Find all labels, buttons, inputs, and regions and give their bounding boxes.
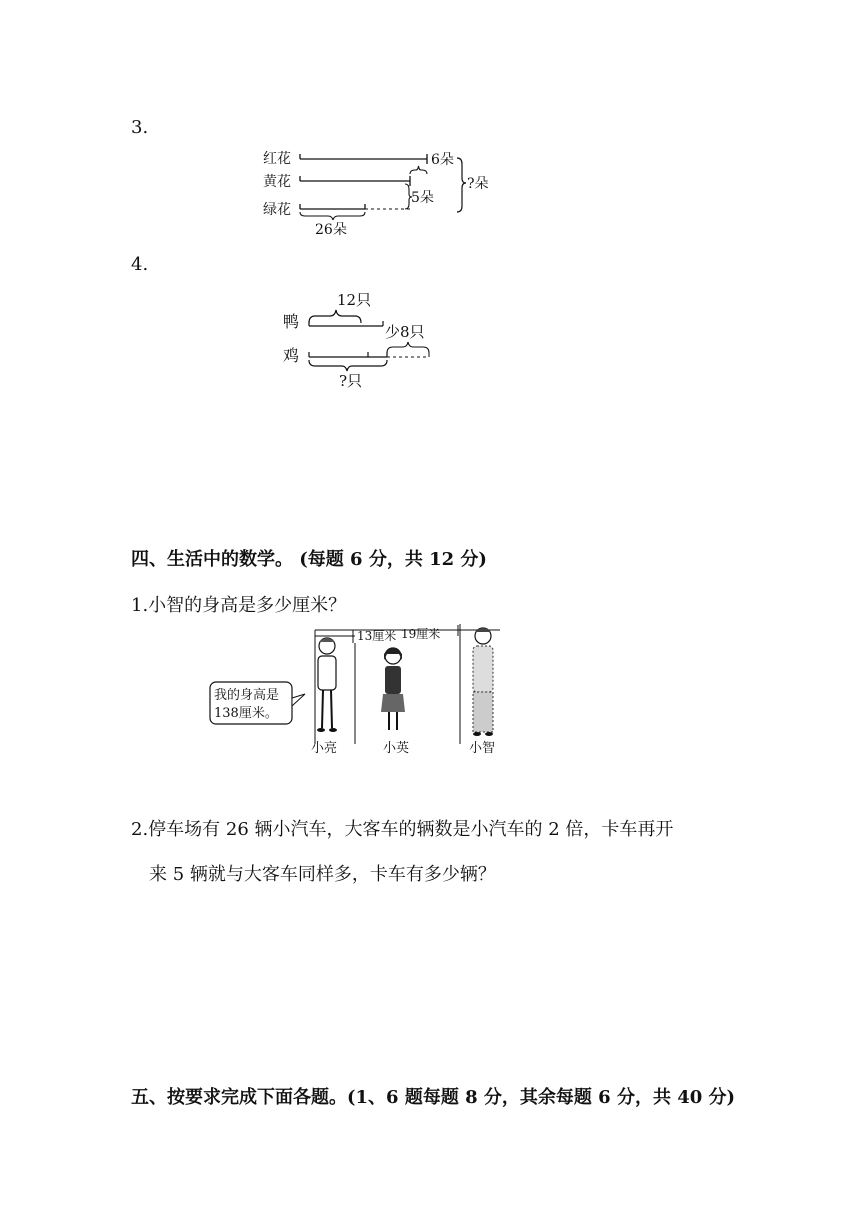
- label-duck: 鸭: [283, 312, 300, 331]
- height-comparison-figure: [205, 624, 505, 759]
- total-label: ?朵: [467, 176, 489, 192]
- diff2-label: 19厘米: [401, 627, 441, 641]
- base-label: 26朵: [315, 222, 347, 238]
- label-chicken: 鸡: [283, 346, 300, 365]
- girl-xiaoying-figure: [381, 648, 405, 730]
- less-label: 少8只: [385, 323, 425, 341]
- name-xiaozhi: 小智: [469, 741, 496, 756]
- diff-top-label: 6朵: [431, 152, 454, 168]
- less-brace: [387, 342, 429, 353]
- section4-q2-line2: 来 5 辆就与大客车同样多，卡车有多少辆？: [149, 864, 496, 885]
- section4-heading: 四、生活中的数学。 (每题 6 分，共 12 分): [131, 549, 487, 570]
- duck-brace: [309, 310, 361, 323]
- flower-line-diagram: [255, 140, 515, 240]
- label-green-flower: 绿花: [263, 202, 291, 218]
- section4-q1-text: 1.小智的身高是多少厘米？: [131, 595, 347, 616]
- bubble-line2: 138厘米。: [214, 706, 278, 721]
- question-number-3: 3.: [131, 117, 149, 138]
- section4-q2-line1: 2.停车场有 26 辆小汽车，大客车的辆数是小汽车的 2 倍，卡车再开: [131, 819, 674, 840]
- label-red-flower: 红花: [263, 151, 291, 167]
- total-brace: [457, 158, 466, 212]
- section5-heading: 五、按要求完成下面各题。(1、6 题每题 8 分，其余每题 6 分，共 40 分): [131, 1087, 736, 1108]
- duck-chicken-diagram: [275, 285, 455, 395]
- brace-6: [410, 166, 427, 174]
- chicken-total-label: ?只: [339, 372, 363, 390]
- duck-count-label: 12只: [337, 291, 372, 309]
- base-brace: [300, 212, 365, 220]
- diff1-label: 13厘米: [357, 629, 397, 643]
- diff-bottom-label: 5朵: [411, 190, 434, 206]
- chicken-brace: [309, 360, 387, 371]
- boy-xiaoliang-figure: [317, 638, 337, 732]
- bubble-line1: 我的身高是: [214, 688, 280, 703]
- name-xiaoliang: 小亮: [311, 741, 338, 756]
- label-yellow-flower: 黄花: [263, 174, 291, 190]
- name-xiaoying: 小英: [383, 741, 410, 756]
- boy-xiaozhi-figure: [473, 628, 493, 736]
- question-number-4: 4.: [131, 254, 149, 275]
